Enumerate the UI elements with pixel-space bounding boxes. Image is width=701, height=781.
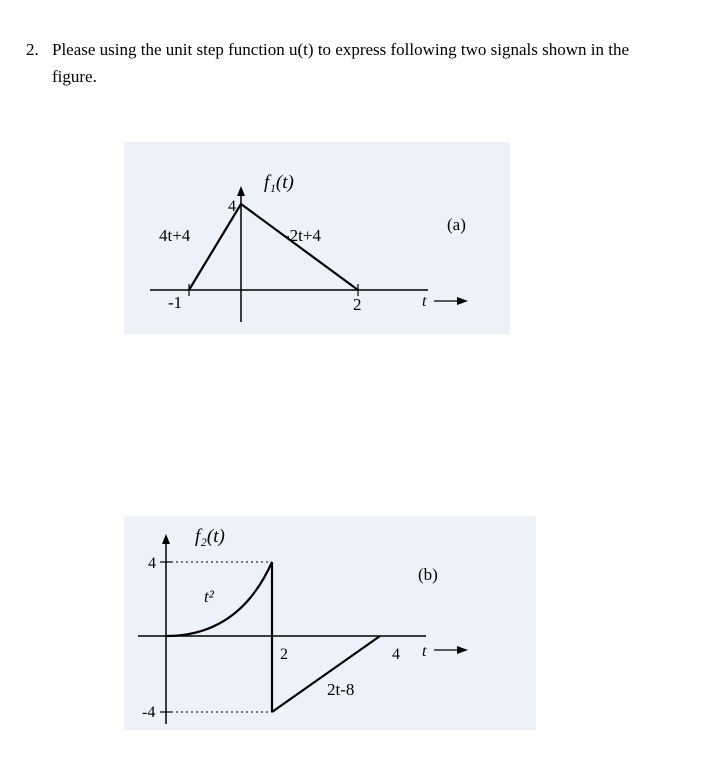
figure-b-curve-label: t² — [204, 587, 214, 606]
figure-a-rising-label: 4t+4 — [159, 226, 191, 245]
figure-a-axis-var: t — [422, 293, 427, 310]
problem-number: 2. — [26, 40, 39, 59]
figure-b-func-label: f₂(t) — [195, 526, 225, 547]
figure-a-neg-tick-label: -1 — [168, 293, 183, 312]
figure-a-pos-tick-label: 2 — [353, 295, 362, 314]
problem-text: Please using the unit step function u(t) to express following two signals shown in the figure. — [52, 40, 629, 86]
figure-b-bottom-value: -4 — [142, 704, 156, 721]
figure-a — [124, 142, 510, 334]
figure-b-line-label: 2t-8 — [327, 680, 355, 699]
figure-b-tick-2-label: 2 — [280, 646, 288, 663]
figure-b — [124, 516, 536, 730]
problem-statement — [26, 36, 666, 90]
figure-b-top-value: 4 — [148, 555, 156, 572]
figure-a-func-label: f₁(t) — [264, 172, 294, 193]
figure-a-falling-label: -2t+4 — [284, 226, 321, 245]
figure-b-panel-label: (b) — [418, 565, 438, 584]
figure-b-axis-var: t — [422, 643, 427, 660]
figure-a-peak-value: 4 — [228, 198, 236, 215]
figure-b-tick-4-label: 4 — [392, 646, 400, 663]
figure-a-panel-label: (a) — [447, 215, 466, 234]
